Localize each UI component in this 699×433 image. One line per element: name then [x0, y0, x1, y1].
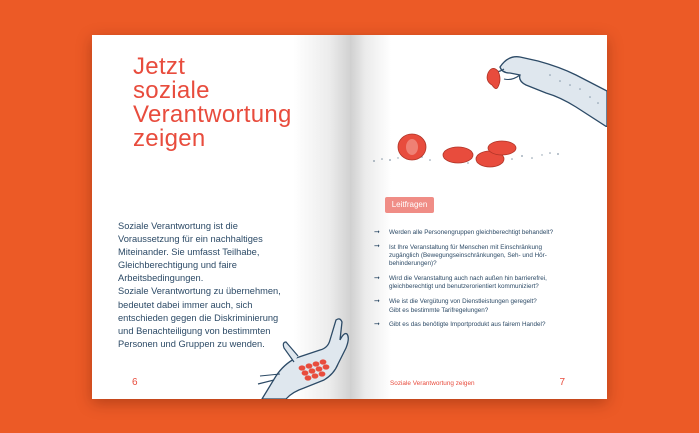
- title-line: Jetzt: [133, 53, 186, 80]
- arrow-right-icon: ➞: [374, 297, 380, 305]
- body-line: Arbeitsbedingungen.: [118, 273, 204, 284]
- arrow-right-icon: ➞: [374, 243, 380, 251]
- question-line: Wie ist die Vergütung von Dienstleistungen geregelt?: [389, 298, 537, 306]
- open-hand-holding-grains-icon: [254, 318, 350, 399]
- question-line: zugänglich (Bewegungseinschränkungen, Seh- und Hör-: [389, 252, 547, 260]
- title-line: Verantwortung: [133, 101, 292, 128]
- list-item: [374, 229, 599, 237]
- list-item: [374, 298, 599, 315]
- page-title: [133, 55, 292, 151]
- arrow-right-icon: ➞: [374, 228, 380, 236]
- question-line: Ist Ihre Veranstaltung für Menschen mit Einschränkung: [389, 243, 542, 251]
- question-line: Gibt es das benötigte Importprodukt aus fairem Handel?: [389, 321, 546, 329]
- body-line: Soziale Verantwortung zu übernehmen,: [118, 286, 281, 297]
- question-list: [374, 229, 599, 330]
- fruit-slices-icon: [372, 123, 562, 173]
- question-line: Werden alle Personengruppen gleichberechtigt behandelt?: [389, 229, 554, 236]
- section-badge: Leitfragen: [385, 197, 434, 213]
- body-line: Miteinander. Sie umfasst Teilhabe,: [118, 247, 260, 258]
- body-line: und Benachteiligung von bestimmten: [118, 325, 271, 336]
- body-line: entschieden gegen die Diskriminierung: [118, 312, 279, 323]
- footer-title: Soziale Verantwortung zeigen: [390, 380, 475, 387]
- arrow-right-icon: ➞: [374, 274, 380, 282]
- title-line: soziale: [133, 77, 210, 104]
- question-line: Gibt es bestimmte Tarifregelungen?: [389, 306, 489, 314]
- brochure-spread: [92, 35, 607, 399]
- body-line: Voraussetzung für ein nachhaltiges: [118, 234, 263, 245]
- body-line: Gleichberechtigung und faire: [118, 260, 237, 271]
- body-line: Soziale Verantwortung ist die: [118, 221, 238, 231]
- title-line: zeigen: [133, 125, 206, 152]
- list-item: [374, 321, 599, 329]
- list-item: [374, 244, 599, 269]
- question-line: gleichberechtigt und benutzerorientiert kommuniziert?: [389, 283, 539, 291]
- list-item: [374, 275, 599, 292]
- body-line: Personen und Gruppen zu wenden.: [118, 338, 265, 349]
- body-line: bedeutet dabei immer auch, sich: [118, 299, 253, 310]
- left-page: [92, 35, 350, 399]
- hand-holding-fruit-slices-icon: [480, 45, 607, 127]
- page-number: 7: [559, 377, 565, 388]
- arrow-right-icon: ➞: [374, 320, 380, 328]
- right-page: [350, 35, 607, 399]
- question-line: Wird die Veranstaltung auch nach außen hin barrierefrei,: [389, 275, 547, 283]
- page-number: 6: [132, 377, 138, 388]
- question-line: behinderungen)?: [389, 260, 437, 268]
